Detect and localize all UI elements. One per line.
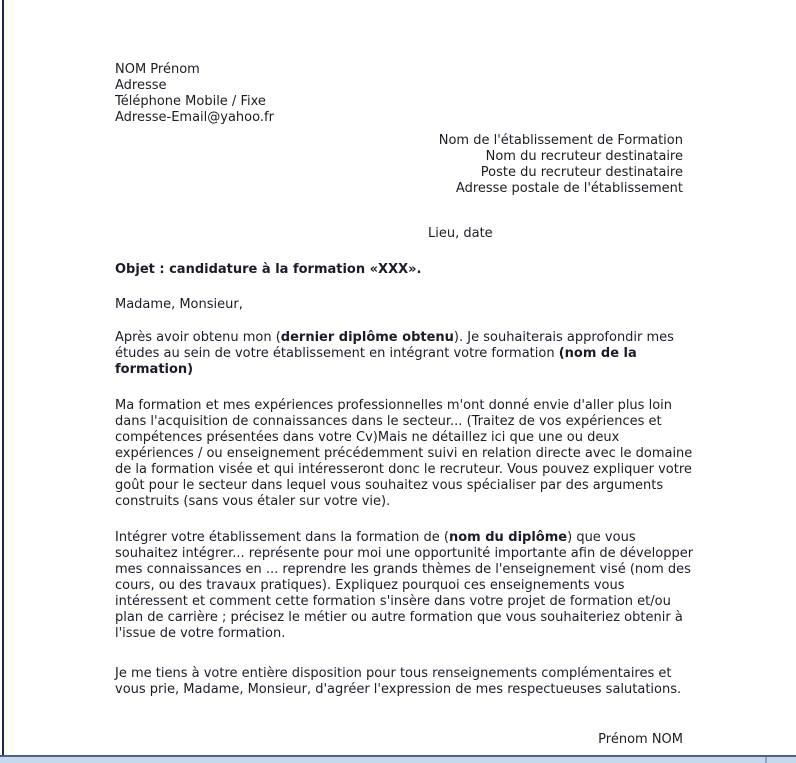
paragraph-opening-bold-formation: (nom de la formation) (115, 346, 637, 377)
paragraph-opening-run: Après avoir obtenu mon ( (115, 330, 281, 345)
signature: Prénom NOM (598, 732, 683, 747)
page-left-border (2, 0, 4, 757)
sender-email: Adresse-Email@yahoo.fr (115, 110, 274, 125)
paragraph-motivation-bold-diploma: nom du diplôme (448, 530, 568, 545)
paragraph-experience: Ma formation et mes expériences professionnelles m'ont donné envie d'aller plus loin dans l'acquisition de connaissances dans le secteur... (Traitez de vos expériences et compétences présentées dans votre Cv)Mais ne détaillez ici que une ou deux expériences / ou enseignement précédemment suivi en relation directe avec le domaine de la formation visée et qui intéresseront donc le recruteur. Vous pouvez expliquer votre goût pour le secteur dans lequel vous souhaitez vous spécialiser par des arguments construits (sans vous étaler sur votre vie). (115, 398, 693, 509)
sender-block (115, 62, 274, 126)
sender-name: NOM Prénom (115, 62, 200, 77)
page-bottom-strip (0, 757, 796, 763)
paragraph-motivation (115, 530, 700, 642)
recipient-block (439, 133, 683, 197)
salutation: Madame, Monsieur, (115, 297, 243, 312)
paragraph-motivation-run: ) que vous souhaitez intégrer... représente pour moi une opportunité importante afin de développer mes connaissances en ... reprendre les grands thèmes de l'enseignement visé (nom des cours, ou des travaux pratiques). Expliquez pourquoi ces enseignements vous intéressent et comment cette formation s'insère dans votre projet de formation et/ou plan de carrière ; précisez le métier ou autre formation que vous souhaiteriez obtenir à l'issue de votre formation. (115, 530, 694, 641)
recipient-role: Poste du recruteur destinataire (480, 165, 683, 180)
paragraph-opening-run: ). Je souhaiterais approfondir mes études au sein de votre établissement en intégrant votre formation (115, 330, 674, 361)
paragraph-opening (115, 330, 700, 378)
place-date: Lieu, date (428, 226, 493, 241)
page-left-tint (4, 0, 14, 757)
recipient-postal-address: Adresse postale de l'établissement (455, 181, 683, 196)
sender-phone: Téléphone Mobile / Fixe (115, 94, 266, 109)
bottom-strip-divider (765, 757, 767, 763)
paragraph-motivation-run: Intégrer votre établissement dans la formation de ( (115, 530, 449, 545)
paragraph-opening-bold-diploma: dernier diplôme obtenu (280, 330, 454, 345)
sender-address: Adresse (115, 78, 167, 93)
paragraph-closing: Je me tiens à votre entière disposition pour tous renseignements complémentaires et vous prie, Madame, Monsieur, d'agréer l'expression de mes respectueuses salutations. (115, 666, 682, 697)
recipient-establishment: Nom de l'établissement de Formation (438, 133, 683, 148)
recipient-name: Nom du recruteur destinataire (485, 149, 683, 164)
subject-line: Objet : candidature à la formation «XXX». (115, 262, 422, 277)
